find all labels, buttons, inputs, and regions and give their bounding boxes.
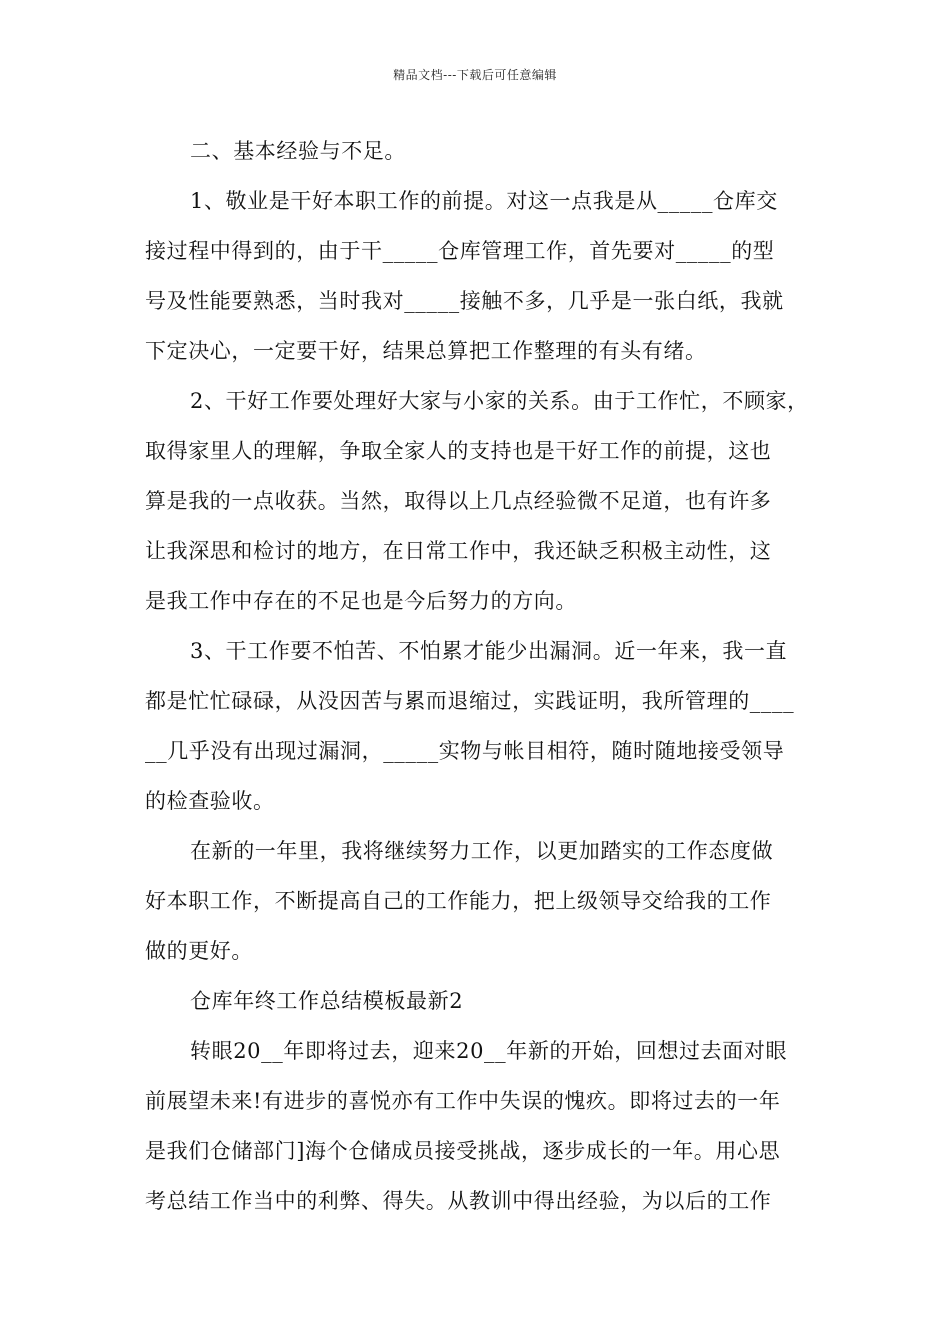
- text-line: 3、干工作要不怕苦、不怕累才能少出漏洞。近一年来，我一直: [190, 639, 788, 663]
- text-line: 1、敬业是干好本职工作的前提。对这一点我是从_____仓库交: [190, 189, 778, 213]
- text-line: 二、基本经验与不足。: [190, 139, 406, 163]
- text-line: 取得家里人的理解，争取全家人的支持也是干好工作的前提，这也: [145, 439, 772, 463]
- text-line: 转眼20__年即将过去，迎来20__年新的开始，回想过去面对眼: [190, 1039, 788, 1063]
- page-header: 精品文档---下载后可任意编辑: [393, 68, 557, 82]
- text-line: 接过程中得到的，由于干_____仓库管理工作，首先要对_____的型: [145, 239, 775, 263]
- text-line: 算是我的一点收获。当然，取得以上几点经验微不足道，也有许多: [145, 489, 772, 513]
- text-line: 的检查验收。: [145, 789, 275, 813]
- text-line: __几乎没有出现过漏洞，_____实物与帐目相符，随时随地接受领导: [145, 739, 785, 763]
- text-line: 考总结工作当中的利弊、得失。从教训中得出经验，为以后的工作: [145, 1189, 772, 1213]
- text-line: 下定决心，一定要干好，结果总算把工作整理的有头有绪。: [145, 339, 707, 363]
- section-heading: 仓库年终工作总结模板最新2: [190, 989, 464, 1013]
- text-line: 号及性能要熟悉，当时我对_____接触不多，几乎是一张白纸，我就: [145, 289, 784, 313]
- text-line: 都是忙忙碌碌，从没因苦与累而退缩过，实践证明，我所管理的____: [145, 689, 795, 713]
- text-line: 做的更好。: [145, 939, 253, 963]
- text-line: 前展望未来!有进步的喜悦亦有工作中失误的愧疚。即将过去的一年: [145, 1089, 781, 1113]
- text-line: 是我工作中存在的不足也是今后努力的方向。: [145, 589, 577, 613]
- text-line: 在新的一年里，我将继续努力工作，以更加踏实的工作态度做: [190, 839, 774, 863]
- text-line: 让我深思和检讨的地方，在日常工作中，我还缺乏积极主动性，这: [145, 539, 772, 563]
- text-line: 是我们仓储部门]海个仓储成员接受挑战，逐步成长的一年。用心思: [145, 1139, 781, 1163]
- text-line: 好本职工作，不断提高自己的工作能力，把上级领导交给我的工作: [145, 889, 772, 913]
- text-line: 2、干好工作要处理好大家与小家的关系。由于工作忙，不顾家，: [190, 389, 809, 413]
